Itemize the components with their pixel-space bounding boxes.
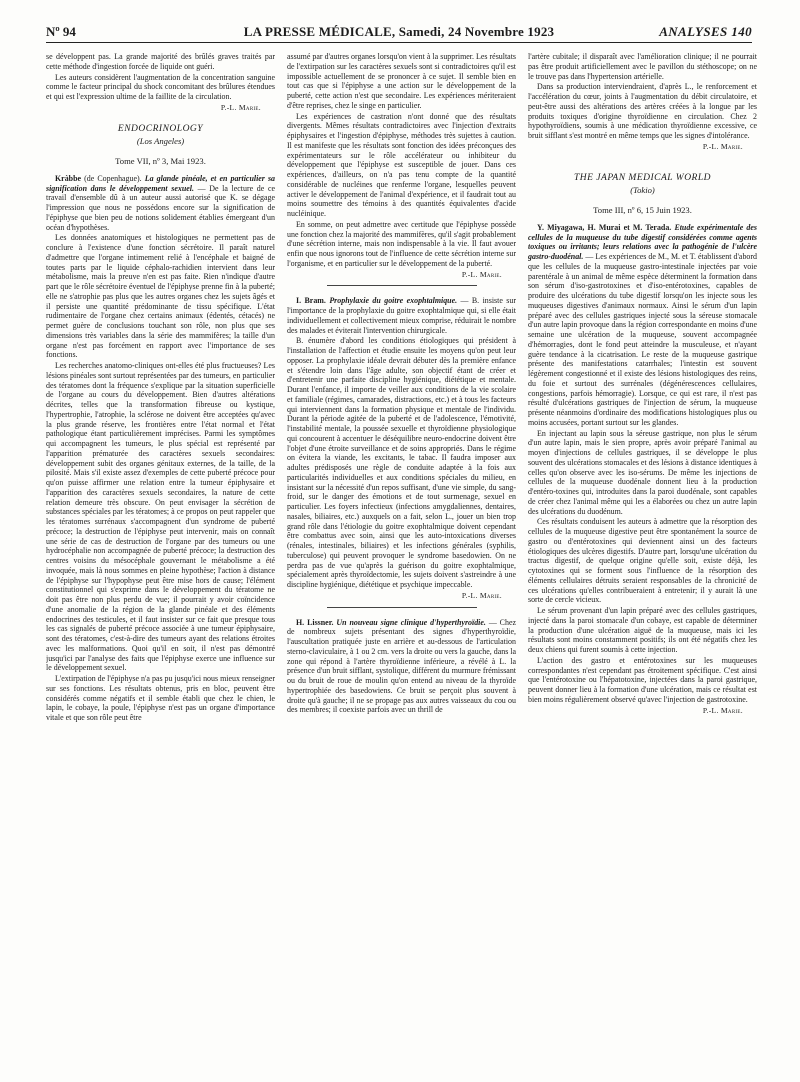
separator-rule xyxy=(327,285,477,286)
journal-issue: Tome III, nº 6, 15 Juin 1923. xyxy=(593,205,692,215)
paragraph: Dans sa production interviendraient, d'après L., le renforcement et l'accélération du cœur, joints à l'augmentation du débit circulatoire, et peut-être aussi des altérations des artères créées à la longue par les produits toxiques d'origine thyroïdienne en circulation. Chez 2 hypothyroïdiens, soumis à une médication thyroïdienne excessive, ce bruit sifflant s'est montré en même temps que les signes d'intolérance. xyxy=(528,82,757,140)
article-author: I. Bram. xyxy=(296,296,326,306)
paragraph: Les recherches anatomo-cliniques ont-elles été plus fructueuses? Les lésions pinéales sont surtout représentées par des tumeurs, en particulier des tératomes dont la fréquence s'explique par la situation superficielle de l'organe au cours du développement. Bien d'autres altérations décrites, telles que la transformation fibreuse ou kystique, l'hypertrophie, l'atrophie, la sclérose ne doivent être acceptées qu'avec la plus grande réserve, les frontières entre l'état normal et l'état pathologique étant particulièrement imprécises. Parmi les symptômes qui accompagnent les tumeurs, le plus spécial est représenté par l'apparition prématurée des caractères sexuels secondaires: développement subit des organes génitaux externes, de la taille, de la pilosité. Mais s'il existe assez d'exemples de cette puberté précoce pour qu'on puisse affirmer une relation entre la tumeur épiphysaire et l'apparition des caractères sexuels secondaires, la nature de cette relation demeure très obscure. On peut envisager la sécrétion de substances spéciales par les tératomes; à ce propos on peut rappeler que les tératomes surrénaux s'accompagnent d'un syndrome de puberté précoce; la destruction de l'épiphyse peut intervenir, mais on connaît une série de cas de destruction de l'organe par des tumeurs ou une hydrocéphalie non accompagnée de puberté précoce; la destruction des centres voisins du mésocéphale gouvernant le métabolisme a été invoquée, mais là nous sommes en pleine hypothèse; l'action à distance de l'épiphyse sur l'hypophyse peut être mise hors de cause; l'élément constitutionnel qui s'exprime dans le développement du tératome ne doit pas être non plus perdu de vue; il pourrait y avoir coïncidence d'une anomalie de la région de la glande pinéale et des éléments endocrines des testicules, et il faut insister sur ce fait que presque tous les cas signalés de puberté précoce associée à une tumeur épiphysaire, sont des tératomes, c'est-à-dire des tumeurs ayant des relations étroites avec les malformations. Quoi qu'il en soit, il n'est pas démontré jusqu'ici par l'analyse des faits que l'épiphyse exerce une influence sur le développement sexuel. xyxy=(46,361,275,673)
article-body: — B. insiste sur l'importance de la prophylaxie du goitre exophtalmique qui, si elle était individuellement et collectivement mieux comprise, réduirait le nombre des malades et éviterait l'intervention chirurgicale. xyxy=(287,296,516,335)
paragraph: Ces résultats conduisent les auteurs à admettre que la résorption des cellules de la muqueuse digestive peut être spontanément la source de gastro ou d'entérotoxines qui deviennent ainsi un des facteurs étiologiques des ulcères digestifs. D'autre part, lorsqu'une ulcération du tractus digestif, de quelque origine qu'elle soit, existe déjà, les cytotoxines qui se forment sous l'influence de la résorption des éléments cellulaires détruits seraient responsables de la chronicité de ces ulcérations qu'elles contribueraient à entretenir; il y aurait là une sorte de cercle vicieux. xyxy=(528,517,757,605)
journal-heading: ENDOCRINOLOGY xyxy=(117,123,204,134)
signature: P.-L. Marie. xyxy=(220,102,261,112)
article-body: — Chez de nombreux sujets présentant des signes d'hyperthyroïdie, l'auscultation pratiquée juste en arrière et au-dessous de l'articulation sterno-claviculaire, à 1 ou 2 cm. vers la droite ou vers la gauche, dans la zone qui répond à l'artère thyroïdienne inférieure, a révélé à L. la présence d'un bruit sifflant, systolique, différent du murmure frémissant ou du bruit de roue de moulin qu'on entend au niveau de la thyroïde hypertrophiée des basedowiens. Ce bruit se perçoit plus souvent à droite qu'à gauche; il ne se propage pas aux autres vaisseaux du cou ou des membres; il coexiste parfois avec un thrill de xyxy=(287,617,516,715)
section-label: ANALYSES 140 xyxy=(659,24,752,39)
signature: P.-L. Marie. xyxy=(702,141,743,151)
article-body: — De la lecture de ce travail d'ensemble dû à un auteur aussi autorisé que K. se dégage l'impression que nous ne possédons encore sur la signification de l'épiphyse que bien peu de notions solidement établies émergeant d'un océan d'hypothèses. xyxy=(46,183,275,232)
article-author: H. Lissner. xyxy=(296,617,334,627)
column-3 xyxy=(528,52,757,1062)
paragraph: L'extirpation de l'épiphyse n'a pas pu jusqu'ici nous mieux renseigner sur ses fonctions. Les résultats obtenus, pris en bloc, peuvent être considérés comme négatifs et il semble établi que chez le chien, le lapin, le cobaye, la poule, l'épiphyse n'est pas un organe d'importance vitale et que son rôle peut être xyxy=(46,674,275,722)
paragraph: En somme, on peut admettre avec certitude que l'épiphyse possède une fonction chez la majorité des mammifères, qu'il s'agit probablement d'une sécrétion interne, mais non indispensable à la vie. Il faut avouer enfin que nous ignorons tout de l'influence de cette sécrétion interne sur l'organisme, et en particulier sur le développement de la puberté. xyxy=(287,219,516,268)
paragraph: assumé par d'autres organes lorsqu'on vient à la supprimer. Les résultats de l'extirpation sur les caractères sexuels sont si contradictoires qu'il est impossible actuellement de se prononcer à ce sujet. Il semble bien en tout cas que si l'épiphyse a une action sur le développement de la puberté, cette action n'est que secondaire. Les expériences mériteraient d'être reprises, chez le singe en particulier. xyxy=(287,52,516,110)
article-body: — Les expériences de M., M. et T. établissent d'abord que les cellules de la muqueuse gastro-intestinale injectées par voie parentérale à un animal de même espèce déterminent la formation dans son sérum d'iso-gastrotoxines et d'iso-entérotoxines, capables de produire des ulcérations du tube digestif lorsqu'on les injecte sous les muqueuses digestives d'animaux normaux. Ainsi le sérum d'un lapin préparé avec des cellules gastriques injecté sous la séreuse stomacale d'un autre lapin provoque dans la région correspondante en moins d'une semaine une ulcération de la muqueuse, souvent accompagnée d'hémorragies, dont le fond peut atteindre la musculeuse, et n'ayant guère tendance à la cicatrisation. Le reste de la muqueuse gastrique présente des manifestations catarrhales; l'intestin est souvent légèrement congestionné et il existe des lésions histologiques des reins, du foie et surtout des surrénales (dégénérescences cellulaires, congestions, parfois hémorragie). Lorsque, ce qui est rare, il n'est pas résulté d'ulcérations gastriques de l'injection de sérum, la muqueuse présente néanmoins d'ordinaire des modifications histologiques plus ou moins accusées, portant surtout sur les glandes. xyxy=(528,252,757,427)
article xyxy=(528,223,757,428)
paragraph: se développent pas. La grande majorité des brûlés graves traités par cette méthode d'ingestion forcée de liquide ont guéri. xyxy=(46,52,275,71)
column-1 xyxy=(46,52,275,1062)
paragraph: Le sérum provenant d'un lapin préparé avec des cellules gastriques, injecté dans la paroi stomacale d'un cobaye, est capable de déterminer la production d'une ulcération aiguë de la muqueuse, mais ici les résultats sont moins constamment positifs; ils ont été négatifs chez les deux chiens qui furent soumis à cette injection. xyxy=(528,606,757,654)
article xyxy=(287,618,516,716)
paragraph: L'action des gastro et entérotoxines sur les muqueuses correspondantes n'est cependant pas étroitement spécifique. C'est ainsi que l'entérotoxine ou l'hépatotoxine, injectées dans la paroi gastrique, peuvent donner lieu à la formation d'une ulcération, mais ce résultat est bien moins régulièrement observé qu'avec l'injection de gastrotoxine. xyxy=(528,655,757,704)
journal-title: LA PRESSE MÉDICALE, Samedi, 24 Novembre 1923 xyxy=(243,24,555,39)
article-affiliation: (de Copenhague). xyxy=(84,173,142,183)
page-number: Nº 94 xyxy=(46,24,76,39)
text-columns xyxy=(46,52,757,1062)
paragraph: B. énumère d'abord les conditions étiologiques qui président à l'installation de l'affection et étudie ensuite les moyens qu'on peut leur opposer. La prophylaxie idéale devrait débuter dès la première enfance et s'étendre loin dans l'âge adulte, son objectif étant de créer et d'entretenir une parfaite discipline hygiénique, diététique et mentale. Durant l'enfance, il importe de veiller aux conditions de la vie scolaire et familiale (régimes, camarades, distractions, etc.) et à tous les facteurs qui interviennent dans la formation physique et mentale de l'individu. Durant la période agitée de la puberté et de l'adolescence, l'émotivité, l'instabilité mentale, la poussée sexuelle et thyroïdienne physiologique qui concourent à accentuer le déséquilibre neuro-endocrine doivent être l'objet d'une étroite surveillance et de soins appropriés. Dans le régime on évitera la viande, les excitants, le tabac. Il faudra imposer aux adultes prédisposés une règle de conduite adaptée à la fois aux particularités individuelles et aux conditions spéciales du milieu, en insistant sur la nécessité d'un repos suffisant, d'une vie simple, du sang-froid, sur le danger des émotions et de tout surmenage, sexuel en particulier. Les foyers infectieux (infections amygdaliennes, dentaires, nasales, biliaires, etc.) auxquels on a fait, selon L., jouer un bien trop grand rôle dans l'étiologie du goitre exophtalmique doivent cependant être combattus avec soin, ainsi que les auto-intoxications diverses (rénales, intestinales, biliaires) et les infections générales (syphilis, tuberculose) qui peuvent provoquer le syndrome basedowien. On ne perdra pas de vue qu'après la guérison du goitre exophtalmique, spécialement après thyroïdectomie, les sujets doivent s'astreindre à une discipline hygiénique, diététique et psychique impeccable. xyxy=(287,336,516,589)
article-author: Y. Miyagawa, H. Murai et M. Terada. xyxy=(537,222,672,232)
journal-place: (Tokio) xyxy=(630,185,655,196)
signature: P.-L. Marie. xyxy=(702,705,743,715)
page-header xyxy=(46,20,752,42)
article-title: Un nouveau signe clinique d'hyperthyroïdie. xyxy=(336,617,486,627)
paragraph: En injectant au lapin sous la séreuse gastrique, non plus le sérum d'un autre lapin, mais le sien propre, après avoir préparé l'animal au moyen d'injections de cellules gastriques, il se développe le plus souvent des ulcérations stomacales et des lésions à distance identiques à celles qu'on observe avec les iso-sérums. De même les injections de cellules de la muqueuse duodénale donnent lieu à la production d'entéro-toxines qui, introduites dans la paroi duodénale, sont capables de créer chez l'animal même qui les a élaborées ou chez un autre lapin des ulcérations du duodénum. xyxy=(528,428,757,516)
column-2 xyxy=(287,52,516,1062)
article-author: Kràbbe xyxy=(55,173,82,183)
article xyxy=(46,174,275,233)
journal-place: (Los Angeles) xyxy=(136,136,185,147)
article-title: Prophylaxie du goitre exophtalmique. xyxy=(329,296,458,306)
separator-rule xyxy=(327,607,477,608)
paragraph: Les auteurs considèrent l'augmentation de la concentration sanguine comme le facteur principal du shock concomitant des brûlures étendues et qui est l'expression ultime de la faillite de la circulation. xyxy=(46,72,275,101)
signature: P.-L. Marie. xyxy=(461,590,502,600)
article xyxy=(287,296,516,335)
article-title: Etude expérimentale des cellules de la muqueuse du tube digestif considérées comme agents toxiques ou irritants; leurs relations avec la pathogénie de l'ulcère gastro-duodénal. xyxy=(528,222,757,261)
article-title: La glande pinéale, et en particulier sa signification dans le développement sexuel. xyxy=(46,173,275,193)
journal-heading: THE JAPAN MEDICAL WORLD xyxy=(573,172,712,183)
paragraph: Les expériences de castration n'ont donné que des résultats divergents. Mêmes résultats contradictoires avec l'injection d'extraits épiphysaires et l'ingestion d'épiphyse, méthodes très sujettes à caution. Il est manifeste que les résultats sont fonction des idées préconçues des expérimentateurs sur le rôle accélérateur ou inhibiteur du développement que l'épiphyse est susceptible de jouer. Dans ces expériences, d'ailleurs, on n'a pas tenu compte de la quantité considérable de nucléines que renferme l'organe, lesquelles peuvent activer le développement de l'animal d'expérience, et il faudrait tout au moins soumettre des témoins à des quantités équivalentes d'acide nucléinique. xyxy=(287,111,516,218)
signature: P.-L. Marie. xyxy=(461,269,502,279)
journal-issue: Tome VII, nº 3, Mai 1923. xyxy=(115,156,206,166)
paragraph: l'artère cubitale; il disparaît avec l'amélioration clinique; il ne pourrait pas être produit artificiellement avec le pavillon du stéthoscope; on ne le trouve pas dans l'hypertension artérielle. xyxy=(528,52,757,81)
header-rule xyxy=(46,42,752,43)
paragraph: Les données anatomiques et histologiques ne permettent pas de conclure à l'existence d'une fonction sécrétoire. Il paraît naturel d'admettre que l'organe intimement relié à l'encéphale et baigné de toutes parts par le liquide céphalo-rachidien intervient dans leur métabolisme, mais la preuve n'en est pas faite. Rien n'indique d'autre part que le rôle sécrétoire éventuel de l'épiphyse prenne fin à la puberté; elle ne s'atrophie pas plus que les autres organes chez les sujets âgés et il persiste une quantité prédominante de tissu spécifique. L'état rudimentaire de l'organe chez certains animaux (édentés, cétacés) ne permet guère de conclusions touchant son rôle, non plus que ses dimensions très variables dans la série des mammifères; la taille d'un organe n'est pas forcément en rapport avec l'importance de ses fonctions. xyxy=(46,233,275,360)
